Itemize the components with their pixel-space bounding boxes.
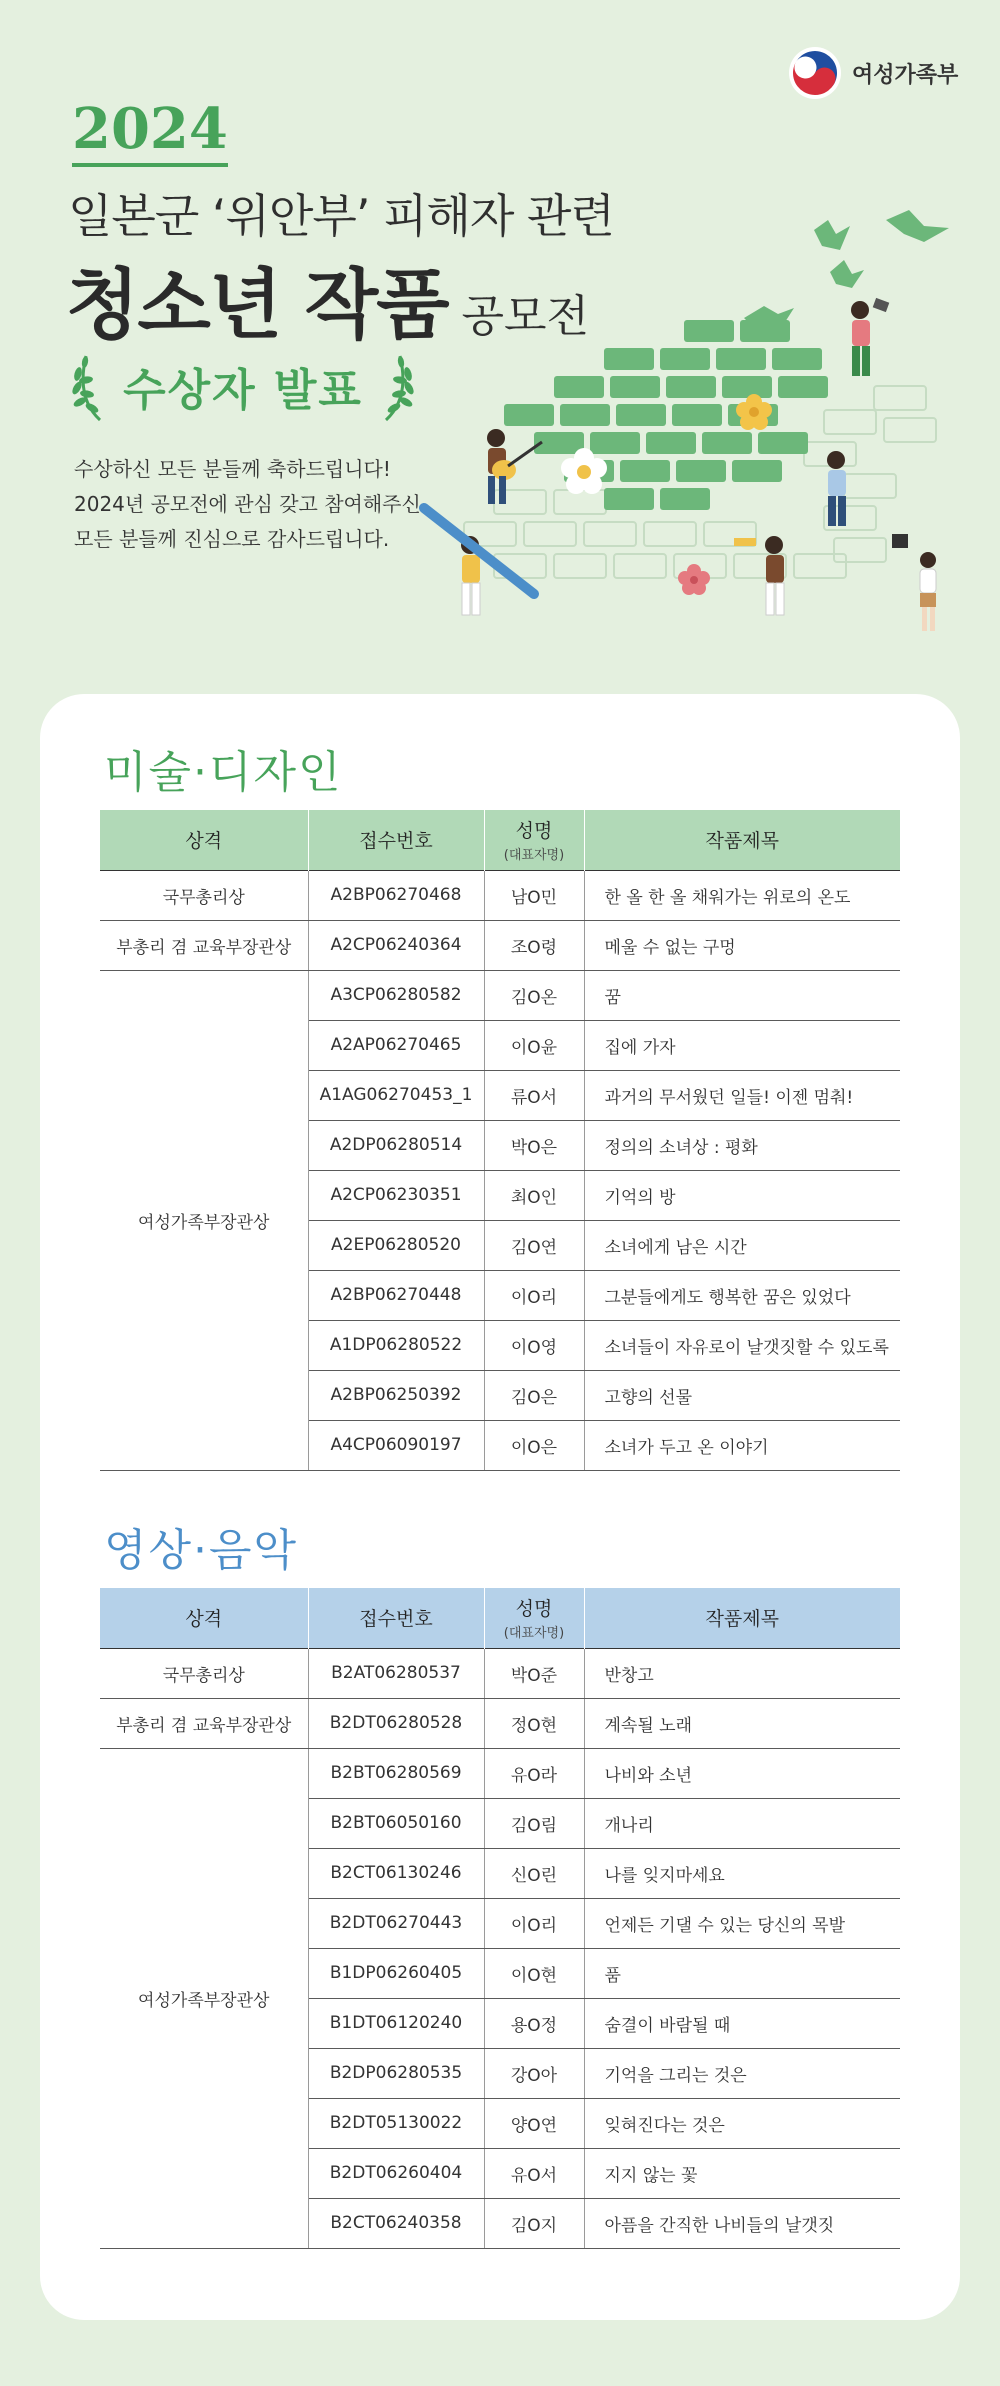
work-title-cell: 한 올 한 올 채워가는 위로의 온도 <box>584 870 900 920</box>
entry-number-cell: B2AT06280537 <box>308 1648 484 1698</box>
entrant-name-cell: 김O온 <box>484 970 584 1020</box>
entry-number-cell: B2DT05130022 <box>308 2098 484 2148</box>
work-title-cell: 집에 가자 <box>584 1020 900 1070</box>
award-grade-cell: 국무총리상 <box>100 870 308 920</box>
entry-number-cell: B2BT06280569 <box>308 1748 484 1798</box>
year-heading: 2024 <box>72 100 228 167</box>
person-with-pencil <box>424 508 534 615</box>
work-title-cell: 계속될 노래 <box>584 1698 900 1748</box>
award-label: 수상자 발표 <box>123 365 363 416</box>
table-row <box>100 970 900 1020</box>
video-music-results-table <box>100 1588 900 2249</box>
work-title-cell: 메울 수 없는 구멍 <box>584 920 900 970</box>
table-header-row <box>100 810 900 870</box>
art-design-results-table <box>100 810 900 1471</box>
entrant-name-cell: 김O림 <box>484 1798 584 1848</box>
column-header-name-sub: (대표자명) <box>503 1626 565 1642</box>
title-suffix: 공모전 <box>461 291 590 342</box>
entry-number-cell: A3CP06280582 <box>308 970 484 1020</box>
column-header-name-label: 성명 <box>515 820 553 843</box>
entrant-name-cell: 류O서 <box>484 1070 584 1120</box>
work-title-cell: 정의의 소녀상 : 평화 <box>584 1120 900 1170</box>
entrant-name-cell: 김O지 <box>484 2198 584 2248</box>
person-with-brush <box>734 536 784 615</box>
table-body <box>100 870 900 1470</box>
bird-icon <box>744 210 949 330</box>
column-header-title: 작품제목 <box>584 1588 900 1648</box>
award-grade-cell: 여성가족부장관상 <box>100 970 308 1470</box>
entrant-name-cell: 유O서 <box>484 2148 584 2198</box>
column-header-title: 작품제목 <box>584 810 900 870</box>
entrant-name-cell: 김O은 <box>484 1370 584 1420</box>
section-title-video-music: 영상·음악 <box>104 1525 299 1576</box>
work-title-cell: 그분들에게도 행복한 꿈은 있었다 <box>584 1270 900 1320</box>
work-title-cell: 꿈 <box>584 970 900 1020</box>
taegeuk-icon <box>788 46 842 100</box>
work-title-cell: 숨결이 바람될 때 <box>584 1998 900 2048</box>
entry-number-cell: A1DP06280522 <box>308 1320 484 1370</box>
entry-number-cell: A2CP06230351 <box>308 1170 484 1220</box>
entry-number-cell: B1DP06260405 <box>308 1948 484 1998</box>
entry-number-cell: B2BT06050160 <box>308 1798 484 1848</box>
entry-number-cell: B2CT06130246 <box>308 1848 484 1898</box>
intro-message <box>74 452 421 557</box>
entrant-name-cell: 남O민 <box>484 870 584 920</box>
table-row <box>100 1648 900 1698</box>
child-with-hammer <box>892 534 936 631</box>
work-title-cell: 품 <box>584 1948 900 1998</box>
entrant-name-cell: 이O윤 <box>484 1020 584 1070</box>
results-card <box>40 694 960 2320</box>
entrant-name-cell: 이O현 <box>484 1948 584 1998</box>
table-row <box>100 920 900 970</box>
work-title-cell: 지지 않는 꽃 <box>584 2148 900 2198</box>
entry-number-cell: A2DP06280514 <box>308 1120 484 1170</box>
entrant-name-cell: 강O아 <box>484 2048 584 2098</box>
work-title-cell: 반창고 <box>584 1648 900 1698</box>
person-with-guitar <box>487 429 542 504</box>
table-body <box>100 1648 900 2248</box>
column-header-number: 접수번호 <box>308 1588 484 1648</box>
column-header-name <box>484 1588 584 1648</box>
entrant-name-cell: 박O준 <box>484 1648 584 1698</box>
entry-number-cell: B2DT06280528 <box>308 1698 484 1748</box>
entrant-name-cell: 유O라 <box>484 1748 584 1798</box>
entry-number-cell: A2AP06270465 <box>308 1020 484 1070</box>
work-title-cell: 소녀들이 자유로이 날갯짓할 수 있도록 <box>584 1320 900 1370</box>
entry-number-cell: B2CT06240358 <box>308 2198 484 2248</box>
entrant-name-cell: 이O영 <box>484 1320 584 1370</box>
entrant-name-cell: 신O린 <box>484 1848 584 1898</box>
section-title-art-design: 미술·디자인 <box>104 747 343 798</box>
entry-number-cell: B2DT06260404 <box>308 2148 484 2198</box>
entrant-name-cell: 용O정 <box>484 1998 584 2048</box>
table-header-row <box>100 1588 900 1648</box>
work-title-cell: 기억을 그리는 것은 <box>584 2048 900 2098</box>
entrant-name-cell: 양O연 <box>484 2098 584 2148</box>
entrant-name-cell: 이O은 <box>484 1420 584 1470</box>
column-header-name-label: 성명 <box>515 1598 553 1621</box>
work-title-cell: 고향의 선물 <box>584 1370 900 1420</box>
entry-number-cell: B2DT06270443 <box>308 1898 484 1948</box>
entrant-name-cell: 박O은 <box>484 1120 584 1170</box>
column-header-grade: 상격 <box>100 810 308 870</box>
entrant-name-cell: 최O인 <box>484 1170 584 1220</box>
work-title-cell: 잊혀진다는 것은 <box>584 2098 900 2148</box>
column-header-name <box>484 810 584 870</box>
entry-number-cell: A2BP06270468 <box>308 870 484 920</box>
intro-line: 모든 분들께 진심으로 감사드립니다. <box>74 527 390 551</box>
entry-number-cell: A1AG06270453_1 <box>308 1070 484 1120</box>
entrant-name-cell: 조O령 <box>484 920 584 970</box>
person-striped-shirt <box>827 451 846 526</box>
column-header-grade: 상격 <box>100 1588 308 1648</box>
ministry-logo <box>788 46 958 100</box>
title-line-1: 일본군 ‘위안부’ 피해자 관련 <box>68 189 614 243</box>
person-painting-top <box>851 298 889 376</box>
entry-number-cell: A2CP06240364 <box>308 920 484 970</box>
entry-number-cell: B1DT06120240 <box>308 1998 484 2048</box>
laurel-left-icon <box>70 350 110 422</box>
table-row <box>100 870 900 920</box>
column-header-number: 접수번호 <box>308 810 484 870</box>
column-header-name-sub: (대표자명) <box>503 848 565 864</box>
award-grade-cell: 여성가족부장관상 <box>100 1748 308 2248</box>
entrant-name-cell: 이O리 <box>484 1898 584 1948</box>
brick-wall-illustration <box>404 190 964 660</box>
entry-number-cell: A2BP06270448 <box>308 1270 484 1320</box>
table-row <box>100 1748 900 1798</box>
table-row <box>100 1698 900 1748</box>
work-title-cell: 개나리 <box>584 1798 900 1848</box>
entry-number-cell: A2EP06280520 <box>308 1220 484 1270</box>
award-grade-cell: 국무총리상 <box>100 1648 308 1698</box>
entry-number-cell: B2DP06280535 <box>308 2048 484 2098</box>
work-title-cell: 나를 잊지마세요 <box>584 1848 900 1898</box>
award-grade-cell: 부총리 겸 교육부장관상 <box>100 1698 308 1748</box>
entry-number-cell: A2BP06250392 <box>308 1370 484 1420</box>
award-grade-cell: 부총리 겸 교육부장관상 <box>100 920 308 970</box>
intro-line: 수상하신 모든 분들께 축하드립니다! <box>74 457 391 481</box>
work-title-cell: 기억의 방 <box>584 1170 900 1220</box>
entrant-name-cell: 김O연 <box>484 1220 584 1270</box>
work-title-cell: 소녀에게 남은 시간 <box>584 1220 900 1270</box>
logo-text: 여성가족부 <box>852 62 959 88</box>
award-announcement-banner <box>70 346 416 426</box>
entrant-name-cell: 정O현 <box>484 1698 584 1748</box>
title-main: 청소년 작품 <box>66 260 448 349</box>
work-title-cell: 아픔을 간직한 나비들의 날갯짓 <box>584 2198 900 2248</box>
work-title-cell: 나비와 소년 <box>584 1748 900 1798</box>
intro-line: 2024년 공모전에 관심 갖고 참여해주신 <box>74 492 421 516</box>
work-title-cell: 언제든 기댈 수 있는 당신의 목발 <box>584 1898 900 1948</box>
entry-number-cell: A4CP06090197 <box>308 1420 484 1470</box>
work-title-cell: 소녀가 두고 온 이야기 <box>584 1420 900 1470</box>
work-title-cell: 과거의 무서웠던 일들! 이젠 멈춰! <box>584 1070 900 1120</box>
entrant-name-cell: 이O리 <box>484 1270 584 1320</box>
